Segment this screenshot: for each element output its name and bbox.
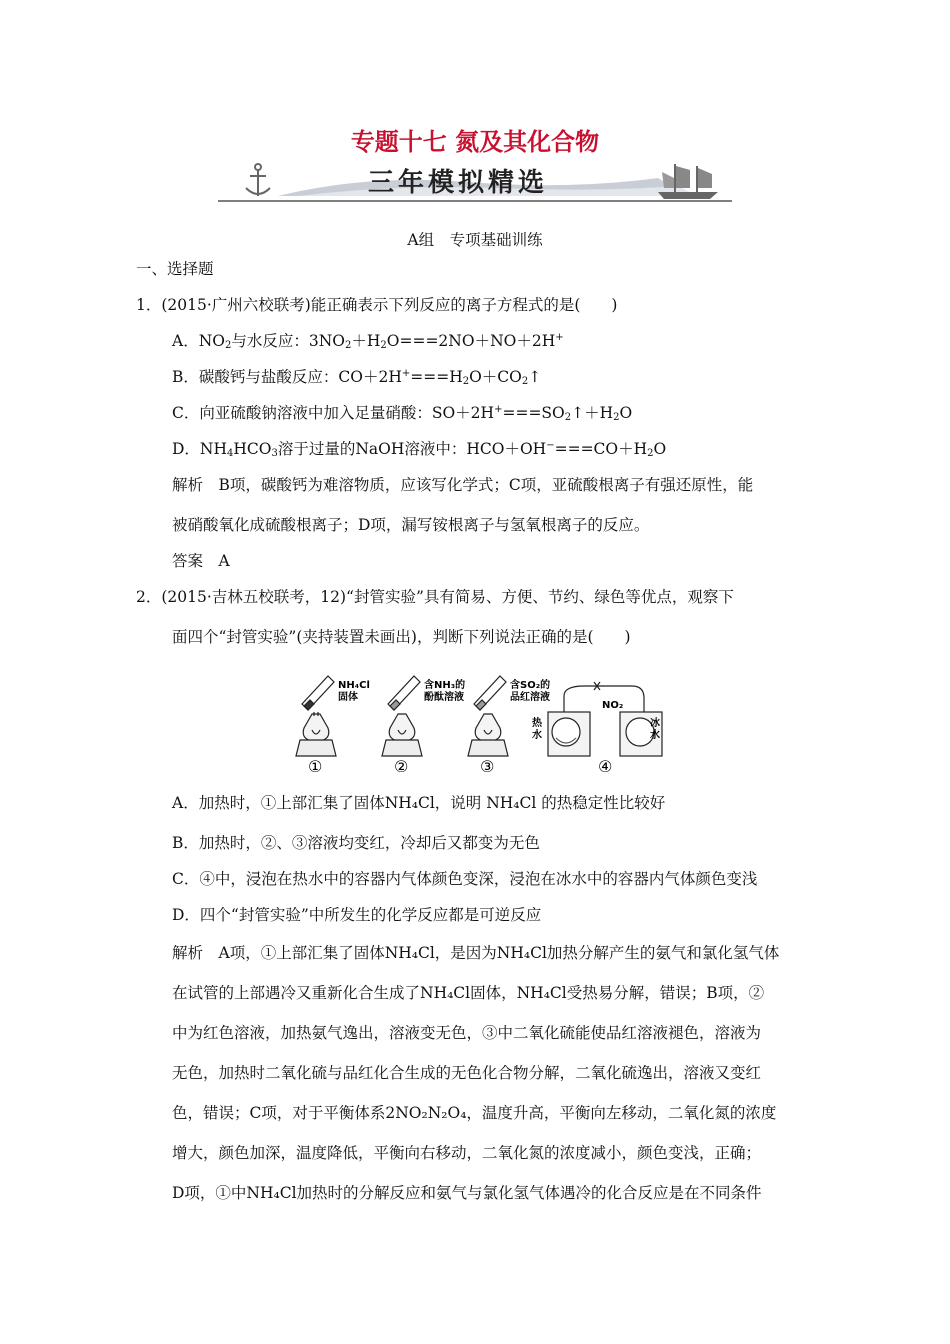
svg-text:水: 水 — [650, 730, 660, 741]
q1-option-b: B．碳酸钙与盐酸反应：$CO+2H^+===H_2O+CO_2↑$ — [172, 368, 542, 387]
tube-3 — [468, 676, 508, 756]
svg-text:②: ② — [394, 757, 409, 772]
svg-text:NH₄Cl: NH₄Cl — [338, 680, 370, 691]
group-heading: A组 专项基础训练 — [407, 231, 543, 249]
q1-analysis-line-2: 被硝酸氧化成硫酸根离子；D项，漏写铵根离子与氢氧根离子的反应。 — [172, 516, 650, 534]
q2-analysis-line-5: 色，错误；C项，对于平衡体系2NO₂N₂O₄，温度升高，平衡向左移动，二氧化氮的浓度 — [172, 1104, 777, 1122]
q1-analysis-line-1: 解析 B项，碳酸钙为难溶物质，应该写化学式；C项，亚硫酸根离子有强还原性，能 — [172, 476, 754, 494]
q2-stem-line-1: 2．(2015·吉林五校联考，12)“封管实验”具有简易、方便、节约、绿色等优点，观察下 — [136, 588, 734, 606]
q2-option-d: D．四个“封管实验”中所发生的化学反应都是可逆反应 — [172, 906, 542, 924]
q2-analysis-line-6: 增大，颜色加深，温度降低，平衡向右移动，二氧化氮的浓度减小，颜色变浅，正确； — [172, 1144, 762, 1162]
svg-text:品红溶液: 品红溶液 — [510, 692, 550, 703]
svg-text:固体: 固体 — [338, 692, 358, 703]
q1-stem: 1．(2015·广州六校联考)能正确表示下列反应的离子方程式的是( ) — [136, 296, 618, 314]
svg-text:含NH₃的: 含NH₃的 — [424, 680, 466, 691]
apparatus-4 — [548, 682, 662, 756]
svg-text:③: ③ — [480, 757, 495, 772]
ship-icon — [658, 164, 718, 199]
svg-text:水: 水 — [532, 730, 542, 741]
svg-text:含SO₂的: 含SO₂的 — [510, 680, 551, 691]
q2-analysis-line-4: 无色，加热时二氧化硫与品红化合生成的无色化合物分解，二氧化硫逸出，溶液又变红 — [172, 1064, 762, 1082]
tube-1 — [296, 676, 336, 756]
section-heading: 一、选择题 — [136, 260, 214, 278]
q2-option-b: B．加热时，②、③溶液均变红，冷却后又都变为无色 — [172, 834, 540, 852]
page-title: 专题十七 氮及其化合物 — [350, 128, 600, 156]
sealed-tube-figure — [294, 668, 666, 772]
tube-2 — [382, 676, 422, 756]
q2-option-c: C．④中，浸泡在热水中的容器内气体颜色变深，浸泡在冰水中的容器内气体颜色变浅 — [172, 870, 758, 888]
q2-analysis-line-2: 在试管的上部遇冷又重新化合生成了NH₄Cl固体，NH₄Cl受热易分解，错误；B项，② — [172, 984, 765, 1002]
q2-option-a: A．加热时，①上部汇集了固体NH₄Cl，说明 NH₄Cl 的热稳定性比较好 — [172, 794, 666, 812]
banner — [218, 156, 732, 204]
svg-text:冰: 冰 — [650, 718, 660, 729]
anchor-icon — [246, 164, 270, 196]
q2-analysis-line-7: D项，①中NH₄Cl加热时的分解反应和氨气与氯化氢气体遇冷的化合反应是在不同条件 — [172, 1184, 762, 1202]
q1-option-d: D．$NH_4HCO_3$溶于过量的NaOH溶液中：$HCO+OH^-===CO+H_2O$ — [172, 440, 667, 459]
apparatus-drawing — [294, 668, 666, 772]
q2-analysis-line-1: 解析 A项，①上部汇集了固体NH₄Cl，是因为NH₄Cl加热分解产生的氨气和氯化氢气体 — [172, 944, 780, 962]
q1-option-c: C．向亚硫酸钠溶液中加入足量硝酸：$SO+2H^+===SO_2↑+H_2O$ — [172, 404, 633, 423]
svg-text:①: ① — [308, 757, 323, 772]
banner-text: 三年模拟精选 — [368, 168, 549, 198]
q2-stem-line-2: 面四个“封管实验”(夹持装置未画出)，判断下列说法正确的是( ) — [172, 628, 631, 646]
svg-text:④: ④ — [598, 757, 613, 772]
svg-text:NO₂: NO₂ — [602, 700, 624, 711]
q2-analysis-line-3: 中为红色溶液，加热氨气逸出，溶液变无色，③中二氧化硫能使品红溶液褪色，溶液为 — [172, 1024, 762, 1042]
svg-text:酚酞溶液: 酚酞溶液 — [424, 692, 464, 703]
svg-text:热: 热 — [532, 718, 542, 729]
q1-option-a: A．$NO_2$与水反应：$3NO_2+H_2O===2NO+NO+2H^+$ — [172, 332, 564, 351]
q1-answer: 答案 A — [172, 552, 230, 570]
